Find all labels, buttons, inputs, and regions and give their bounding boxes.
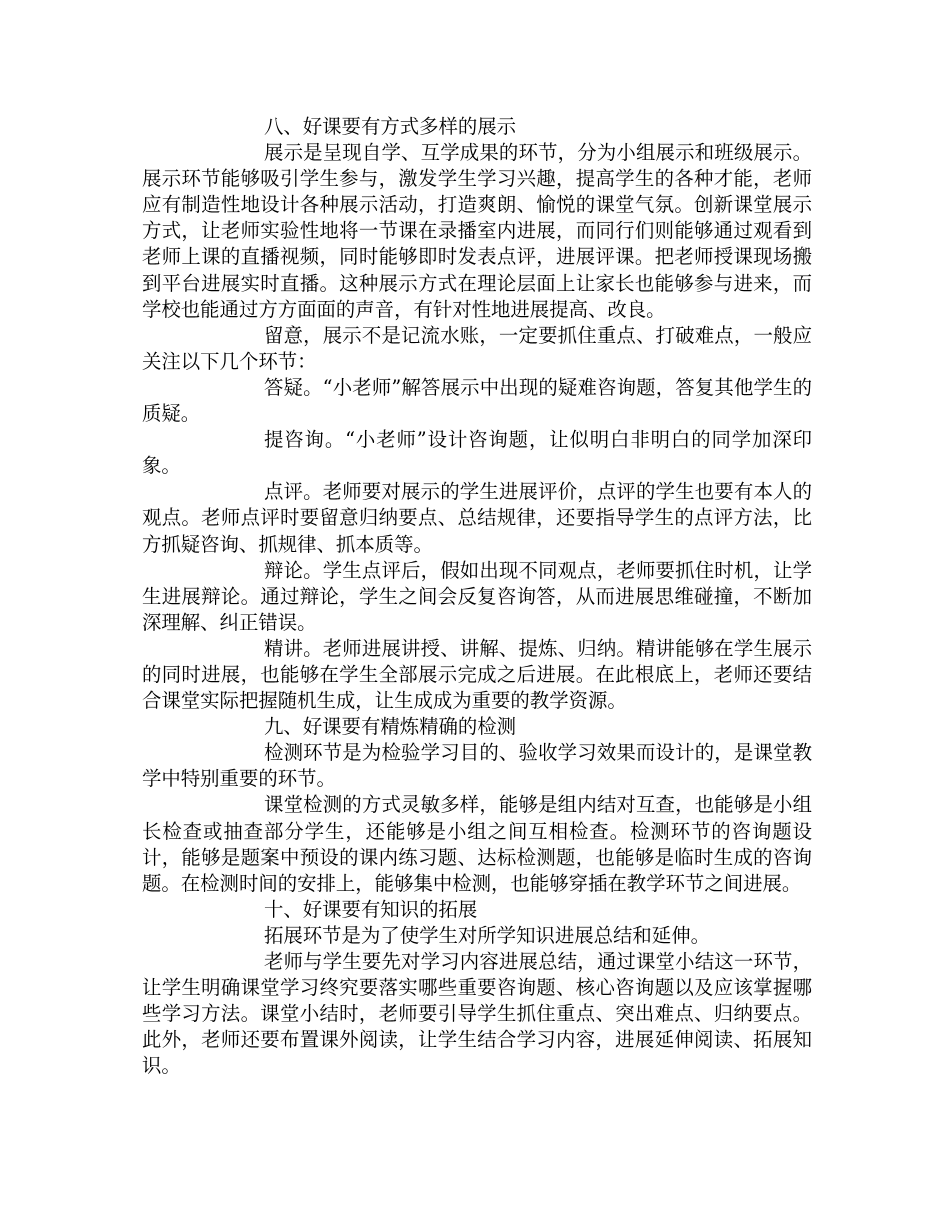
paragraph: 老师与学生要先对学习内容进展总结，通过课堂小结这一环节，让学生明确课堂学习终究要落实哪些重要咨询题、核心咨询题以及应该掌握哪些学习方法。课堂小结时，老师要引导学生抓住重点、突出难点、归纳要点。此外，老师还要布置课外阅读，让学生结合学习内容，进展延伸阅读、拓展知识。 bbox=[142, 950, 812, 1078]
paragraph: 课堂检测的方式灵敏多样，能够是组内结对互查，也能够是小组长检查或抽查部分学生，还能够是小组之间互相检查。检测环节的咨询题设计，能够是题案中预设的课内练习题、达标检测题，也能够是临时生成的咨询题。在检测时间的安排上，能够集中检测，也能够穿插在教学环节之间进展。 bbox=[142, 793, 812, 895]
document-body bbox=[142, 114, 812, 1079]
paragraph: 留意，展示不是记流水账，一定要抓住重点、打破难点，一般应关注以下几个环节： bbox=[142, 323, 812, 373]
paragraph: 辩论。学生点评后，假如出现不同观点，老师要抓住时机，让学生进展辩论。通过辩论，学生之间会反复咨询答，从而进展思维碰撞，不断加深理解、纠正错误。 bbox=[142, 558, 812, 634]
paragraph: 检测环节是为检验学习目的、验收学习效果而设计的，是课堂教学中特别重要的环节。 bbox=[142, 741, 812, 791]
section-heading-9: 九、好课要有精炼精确的检测 bbox=[264, 715, 517, 739]
paragraph: 精讲。老师进展讲授、讲解、提炼、归纳。精讲能够在学生展示的同时进展，也能够在学生全部展示完成之后进展。在此根底上，老师还要结合课堂实际把握随机生成，让生成成为重要的教学资源。 bbox=[142, 636, 812, 713]
paragraph: 展示是呈现自学、互学成果的环节，分为小组展示和班级展示。展示环节能够吸引学生参与，激发学生学习兴趣，提高学生的各种才能，老师应有制造性地设计各种展示活动，打造爽朗、愉悦的课堂气氛。创新课堂展示方式，让老师实验性地将一节课在录播室内进展，而同行们则能够通过观看到老师上课的直播视频，同时能够即时发表点评，进展评课。把老师授课现场搬到平台进展实时直播。这种展示方式在理论层面上让家长也能够参与进来，而学校也能通过方方面面的声音，有针对性地进展提高、改良。 bbox=[142, 141, 812, 321]
section-heading-10: 十、好课要有知识的拓展 bbox=[264, 897, 478, 921]
section-heading-8: 八、好课要有方式多样的展示 bbox=[264, 115, 517, 138]
paragraph: 答疑。“小老师”解答展示中出现的疑难咨询题，答复其他学生的质疑。 bbox=[142, 375, 812, 426]
paragraph: 提咨询。“小老师”设计咨询题，让似明白非明白的同学加深印象。 bbox=[142, 428, 812, 478]
paragraph: 点评。老师要对展示的学生进展评价，点评的学生也要有本人的观点。老师点评时要留意归纳要点、总结规律，还要指导学生的点评方法，比方抓疑咨询、抓规律、抓本质等。 bbox=[142, 480, 812, 556]
paragraph: 拓展环节是为了使学生对所学知识进展总结和延伸。 bbox=[264, 923, 710, 947]
